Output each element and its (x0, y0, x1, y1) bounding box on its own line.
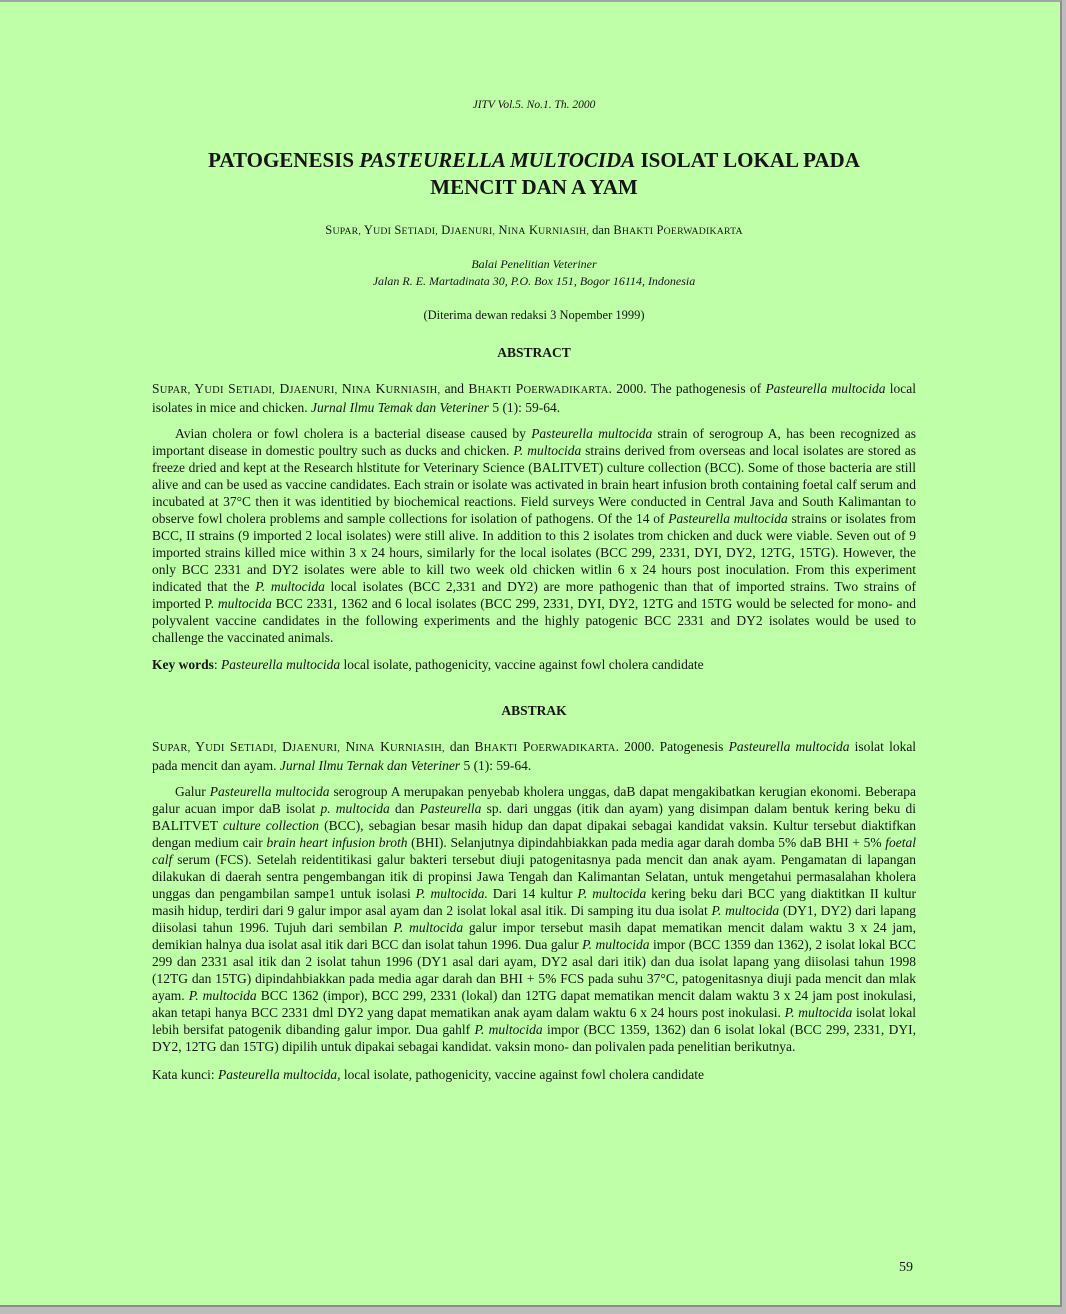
small-cap-letters: JAENURI, (292, 743, 341, 754)
italic-run: Pasteurella multocida (668, 511, 788, 526)
italic-run: P. multocida (582, 937, 650, 952)
small-cap-letters: UPAR, (332, 226, 362, 237)
italic-run: PASTEURELLA MULTOCIDA (359, 148, 636, 172)
small-cap-letters: ETIADI, (235, 385, 275, 396)
italic-run: P. multocida (255, 579, 325, 594)
italic-run: P. multocida (393, 920, 464, 935)
affiliation-address: Jalan R. E. Martadinata 30, P.O. Box 151, Bogor 16114, Indonesia (372, 274, 696, 288)
small-cap-letters: UDI (205, 743, 225, 754)
italic-run: Pasteurella (419, 801, 482, 816)
small-cap-letters: HAKTI (477, 385, 512, 396)
small-cap-letters: INA (351, 385, 372, 396)
received-date: (Diterima dewan redaksi 3 Nopember 1999) (423, 308, 645, 322)
italic-run: Pasteurella multocida (221, 657, 341, 672)
italic-run: multocida (217, 596, 272, 611)
italic-run: Pasteurella multocida (531, 426, 653, 441)
abstrak-citation: SUPAR, YUDI SETIADI, DJAENURI, NINA KURNIASIH, dan BHAKTI POERWADIKARTA. 2000. Patogenesis Pasteurella multocida isolat lokal pada mencit dan ayam. Jurnal Ilmu Ternak dan Veteriner 5 (1): 59-64. (152, 739, 917, 773)
small-cap-letters: INA (355, 743, 375, 754)
small-caps-run: BHAKTI POERWADIKARTA (613, 223, 743, 237)
small-cap-letters: URNIASIH, (385, 385, 441, 396)
italic-run: Pasteurella multocida (209, 784, 330, 799)
italic-run: P. multocida (513, 443, 582, 458)
italic-run: Pasteurella multocida (765, 381, 886, 396)
small-cap-letters: UPAR, (159, 385, 191, 396)
italic-run: foetal calf (152, 835, 917, 867)
italic-run: Jurnal Ilmu Temak dan Veteriner (310, 400, 489, 415)
abstract-citation: SUPAR, YUDI SETIADI, DJAENURI, NINA KURNIASIH, and BHAKTI POERWADIKARTA. 2000. The pathogenesis of Pasteurella multocida local isolates in mice and chicken. Jurnal Ilmu Temak dan Veteriner 5 (1): 59-64. (152, 381, 916, 415)
italic-run: p. multocida (320, 801, 390, 816)
small-cap-letters: HAKTI (483, 743, 518, 754)
abstrak-keywords: Kata kunci: Pasteurella multocida, local isolate, pathogenicity, vaccine against fowl cholera candidate (152, 1067, 704, 1082)
italic-run: culture collection (222, 818, 320, 833)
small-cap-letters: URNIASIH, (390, 743, 445, 754)
affiliation-institution: Balai Penelitian Veteriner (471, 257, 597, 271)
affiliation (152, 256, 916, 290)
small-cap-letters: INA (507, 226, 526, 237)
italic-run: Pasteurella multocida (728, 739, 850, 754)
author-list: SUPAR, YUDI SETIADI, DJAENURI, NINA KURNIASIH, dan BHAKTI POERWADIKARTA (325, 223, 743, 237)
italic-run: Pasteurella multocida, (217, 1067, 341, 1082)
italic-run: P. multocida. (415, 886, 488, 901)
small-cap-letters: URNIASIH, (538, 226, 589, 237)
abstract-keywords: Key words: Pasteurella multocida local isolate, pathogenicity, vaccine against fowl cholera candidate (152, 657, 704, 672)
title-line-2: MENCIT DAN A YAM (430, 175, 638, 199)
italic-run: brain heart infusion broth (266, 835, 408, 850)
small-cap-letters: OERWADIKARTA (523, 385, 609, 396)
small-caps-run: SUPAR, YUDI SETIADI, DJAENURI, NINA KURNIASIH, (325, 223, 589, 237)
title-line-1: PATOGENESIS PASTEURELLA MULTOCIDA ISOLAT LOKAL PADA (208, 148, 860, 172)
abstract-heading: ABSTRACT (497, 345, 571, 360)
small-cap-letters: UDI (373, 226, 392, 237)
small-cap-letters: JAENURI, (450, 226, 496, 237)
article-title (152, 147, 916, 201)
abstrak-heading: ABSTRAK (501, 703, 567, 718)
small-cap-letters: UPAR, (159, 743, 191, 754)
italic-run: Jurnal Ilmu Ternak dan Veteriner (279, 758, 461, 773)
running-head: JITV Vol.5. No.1. Th. 2000 (472, 99, 596, 111)
small-cap-letters: ETIADI, (401, 226, 438, 237)
small-cap-letters: OERWADIKARTA (530, 743, 616, 754)
abstrak-body: Galur Pasteurella multocida serogroup A merupakan penyebab kholera unggas, daB dapat mengakibatkan kerugian ekonomi. Beberapa galur acuan impor daB isolat p. multocida dan Pasteurella sp. dari unggas (itik dan ayam) yang disimpan dalam bentuk kering beku di BALITVET culture collection (BCC), sebagian besar masih hidup dan dapat dipakai sebagai kandidat vaksin. Kultur tersebut diaktifkan dengan medium cair brain heart infusion broth (BHI). Selanjutnya dipindahbiakkan pada media agar darah domba 5% daB BHI + 5% foetal calf serum (FCS). Setelah reidentitikasi galur bakteri tersebut diuji patogenitasnya pada mencit dan anak ayam. Pengamatan di lapangan dilakukan di daerah sentra pengembangan itik di propinsi Jawa Tengah dan Kalimantan Selatan, untuk mengetahui permasalahan kholera unggas dan pengambilan sampe1 untuk isolasi P. multocida. Dari 14 kultur P. multocida kering beku dari BCC yang diaktitkan II kultur masih hidup, terdiri dari 9 galur impor asal ayam dan 2 isolat lokal asal itik. Di samping itu dua isolat P. multocida (DY1, DY2) dari lapang diisolasi tahun 1996. Tujuh dari sembilan P. multocida galur impor tersebut masih dapat mematikan mencit dalam waktu 3 x 24 jam, demikian halnya dua isolat asal itik dari BCC dan isolat tahun 1996. Dua galur P. multocida impor (BCC 1359 dan 1362), 2 isolat lokal BCC 299 dan 2331 asal itik dan 2 isolat tahun 1996 (DY1 asal dari ayam, DY2 asal dari itik) dan dua isolat lapang yang diisolasi tahun 1998 (12TG dan 15TG) dipindahbiakkan pada media agar darah dan BHI + 5% FCS pada suhu 37°C, patogenitasnya diuji pada mencit dan mlak ayam. P. multocida BCC 1362 (impor), BCC 299, 2331 (lokal) dan 12TG dapat mematikan mencit dalam waktu 3 x 24 jam post inokulasi, akan tetapi hanya BCC 2331 dml DY2 yang dapat mematikan anak ayam dalam waktu 6 x 24 hours post inokulasi. P. multocida isolat lokal lebih bersifat patogenik dibanding galur impor. Dua gahlf P. multocida impor (BCC 1359, 1362) dan 6 isolat lokal (BCC 299, 2331, DYI, DY2, 12TG dan 15TG) dipilih untuk dipakai sebagai kandidat. vaksin mono- dan polivalen pada penelitian berikutnya. (152, 784, 917, 1054)
article-content (152, 2, 916, 1083)
bold-run: Key words (152, 657, 214, 672)
small-cap-letters: ETIADI, (237, 743, 277, 754)
small-caps-run: SUPAR, YUDI SETIADI, DJAENURI, NINA KURNIASIH, (152, 381, 441, 396)
small-caps-run: BHAKTI POERWADIKARTA (474, 739, 616, 754)
italic-run: P. multocida (711, 903, 780, 918)
small-cap-letters: JAENURI, (289, 385, 338, 396)
small-cap-letters: HAKTI (621, 226, 654, 237)
italic-run: P. multocida (577, 886, 647, 901)
page-number: 59 (899, 1260, 913, 1275)
small-cap-letters: UDI (204, 385, 224, 396)
small-caps-run: BHAKTI POERWADIKARTA (468, 381, 609, 396)
italic-run: P. multocida (784, 1005, 853, 1020)
italic-run: P. multocida (474, 1022, 543, 1037)
small-cap-letters: OERWADIKARTA (663, 226, 743, 237)
italic-run: P. multocida (188, 988, 257, 1003)
abstract-body: Avian cholera or fowl cholera is a bacterial disease caused by Pasteurella multocida strain of serogroup A, has been recognized as important disease in domestic poultry such as ducks and chicken. P. multocida strains derived from overseas and local isolates are stored as freeze dried and kept at the Research hlstitute for Veterinary Science (BALITVET) culture collection (BCC). Some of those bacteria are still alive and can be used as vaccine candidates. Each strain or isolate was activated in brain heart infusion broth containing foetal calf serum and incubated at 37°C then it was identitied by biochemical reactions. Field surveys Were conducted in Central Java and South Kalimantan to observe fowl cholera problems and sample collections for isolation of pathogens. Of the 14 of Pasteurella multocida strains or isolates from BCC, II strains (9 imported 2 local isolates) were still alive. In addition to this 2 isolates trom chicken and duck were viable. Seven out of 9 imported strains killed mice within 3 x 24 hours, similarly for the local isolates (BCC 299, 2331, DYI, DY2, 12TG, 15TG). However, the only BCC 2331 and DY2 isolates were able to kill two week old chicken witlin 6 x 24 hours post inoculation. From this experiment indicated that the P. multocida local isolates (BCC 2,331 and DY2) are more pathogenic than that of imported strains. Two strains of imported P. multocida BCC 2331, 1362 and 6 local isolates (BCC 299, 2331, DYI, DY2, 12TG and 15TG would be selected for mono- and polyvalent vaccine candidates in the following experiments and the highly patogenic BCC 2331 and DY2 isolates would be used to challenge the vaccinated animals. (152, 426, 917, 645)
small-caps-run: SUPAR, YUDI SETIADI, DJAENURI, NINA KURNIASIH, (152, 739, 445, 754)
